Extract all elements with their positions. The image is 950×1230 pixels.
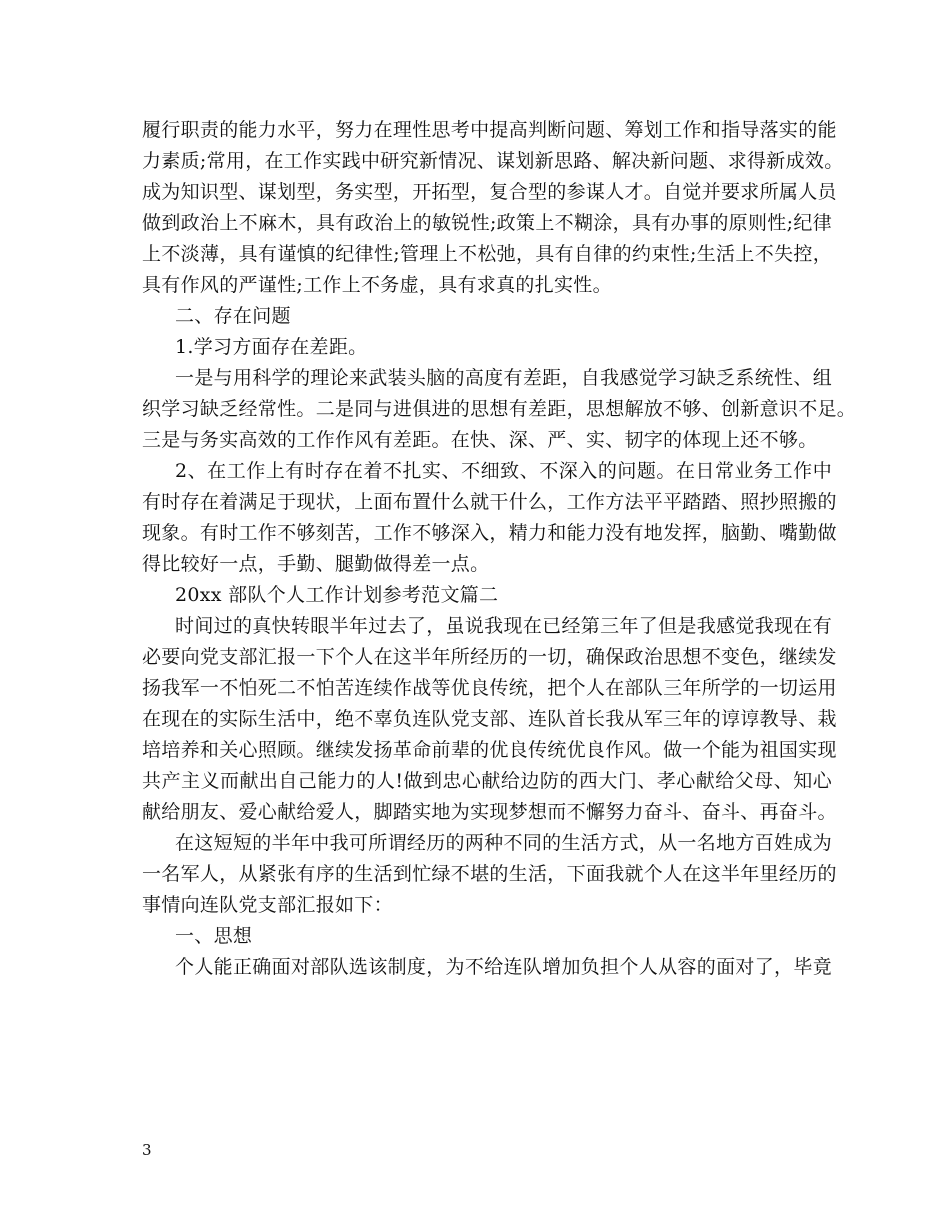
text-line: 献给朋友、爱心献给爱人，脚踏实地为实现梦想而不懈努力奋斗、奋斗、再奋斗。 xyxy=(142,801,837,823)
text-line: 事情向连队党支部汇报如下： xyxy=(142,894,393,916)
text-line: 2、在工作上有时存在着不扎实、不细致、不深入的问题。在日常业务工作中 xyxy=(175,460,832,482)
text-line: 一是与用科学的理论来武装头脑的高度有差距，自我感觉学习缺乏系统性、组 xyxy=(175,367,832,389)
text-line: 共产主义而献出自己能力的人!做到忠心献给边防的西大门、孝心献给父母、知心 xyxy=(142,770,832,792)
text-line: 成为知识型、谋划型，务实型，开拓型，复合型的参谋人才。自觉并要求所属人员 xyxy=(142,181,837,203)
text-line: 时间过的真快转眼半年过去了，虽说我现在已经第三年了但是我感觉我现在有 xyxy=(175,615,832,637)
text-line: 个人能正确面对部队选该制度，为不给连队增加负担个人从容的面对了，毕竟 xyxy=(175,956,832,978)
text-line: 扬我军一不怕死二不怕苦连续作战等优良传统，把个人在部队三年所学的一切运用 xyxy=(142,677,837,699)
text-line: 力素质;常用，在工作实践中研究新情况、谋划新思路、解决新问题、求得新成效。 xyxy=(142,150,844,172)
text-line: 有时存在着满足于现状，上面布置什么就干什么，工作方法平平踏踏、照抄照搬的 xyxy=(142,491,837,513)
text-line: 必要向党支部汇报一下个人在这半年所经历的一切，确保政治思想不变色，继续发 xyxy=(142,646,837,668)
text-line: 得比较好一点，手勤、腿勤做得差一点。 xyxy=(142,553,490,575)
text-line: 在这短短的半年中我可所谓经历的两种不同的生活方式，从一名地方百姓成为 xyxy=(175,832,832,854)
text-line: 织学习缺乏经常性。二是同与进俱进的思想有差距，思想解放不够、创新意识不足。 xyxy=(142,398,857,420)
text-line: 一名军人，从紧张有序的生活到忙绿不堪的生活，下面我就个人在这半年里经历的 xyxy=(142,863,837,885)
subsection-heading: 1.学习方面存在差距。 xyxy=(175,336,368,358)
section-heading: 二、存在问题 xyxy=(175,305,291,327)
text-line: 在现在的实际生活中，绝不辜负连队党支部、连队首长我从军三年的谆谆教导、栽 xyxy=(142,708,837,730)
text-line: 三是与务实高效的工作作风有差距。在快、深、严、实、韧字的体现上还不够。 xyxy=(142,429,818,451)
text-line: 培培养和关心照顾。继续发扬革命前辈的优良传统优良作风。做一个能为祖国实现 xyxy=(142,739,837,761)
text-line: 上不淡薄，具有谨慎的纪律性;管理上不松弛，具有自律的约束性;生活上不失控， xyxy=(142,243,832,265)
text-line: 做到政治上不麻木，具有政治上的敏锐性;政策上不糊涂，具有办事的原则性;纪律 xyxy=(142,212,832,234)
article-title: 20xx 部队个人工作计划参考范文篇二 xyxy=(175,584,499,606)
text-line: 履行职责的能力水平，努力在理性思考中提高判断问题、筹划工作和指导落实的能 xyxy=(142,119,837,141)
section-heading: 一、思想 xyxy=(175,925,253,947)
text-line: 具有作风的严谨性;工作上不务虚，具有求真的扎实性。 xyxy=(142,274,612,296)
page-number: 3 xyxy=(142,1141,152,1159)
text-line: 现象。有时工作不够刻苦，工作不够深入，精力和能力没有地发挥，脑勤、嘴勤做 xyxy=(142,522,837,544)
document-body xyxy=(142,115,857,983)
